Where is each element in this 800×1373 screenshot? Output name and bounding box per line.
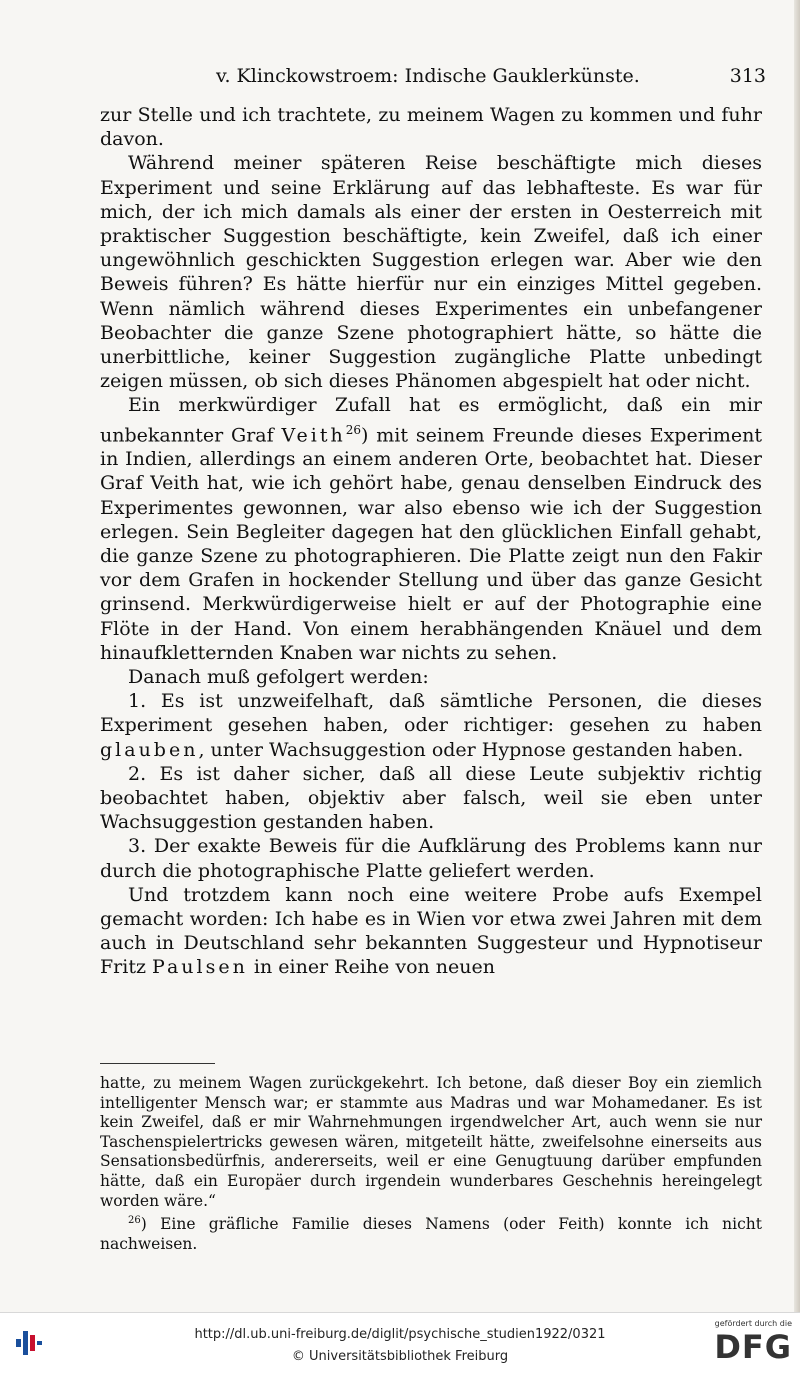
list-item-1-start: 1. Es ist unzweifelhaft, daß sämtliche Personen, die dieses Experiment gesehen haben, oder richtiger: gesehen zu haben bbox=[100, 690, 762, 737]
paragraph-2: Während meiner späteren Reise beschäftigte mich dieses Experiment und seine Erklärung auf das lebhafteste. Es war für mich, der ich mich damals als einer der ersten in Oesterreich mit praktischer Suggestion beschäftigte, kein Zweifel, daß ich einer ungewöhnlich geschickten Suggestion erlegen war. Aber wie den Beweis führen? Es hätte hierfür nur ein einziges Mittel gegeben. Wenn nämlich während dieses Experimentes ein unbefangener Beobachter die ganze Szene photographiert hätte, so hätte die unerbittliche, keiner Suggestion zugängliche Platte unbedingt zeigen müssen, ob sich dieses Phänomen abgespielt hat oder nicht. bbox=[100, 152, 762, 393]
list-item-1-rest: , unter Wachsuggestion oder Hypnose gestanden haben. bbox=[198, 738, 744, 761]
dfg-funded-label: gefördert durch die bbox=[714, 1319, 792, 1328]
paragraph-3 bbox=[100, 393, 762, 665]
footnotes bbox=[100, 1074, 762, 1255]
footnote-26-mark: 26 bbox=[128, 1215, 141, 1227]
list-item-1 bbox=[100, 689, 762, 762]
name-paulsen: Paulsen bbox=[152, 956, 248, 979]
source-url-link[interactable]: http://dl.ub.uni-freiburg.de/diglit/psychische_studien1922/0321 bbox=[194, 1327, 606, 1342]
list-item-2: 2. Es ist daher sicher, daß all diese Leute subjektiv richtig beobachtet haben, objektiv aber falsch, weil sie eben unter Wachsuggestion gestanden haben. bbox=[100, 762, 762, 834]
paragraph-8 bbox=[100, 883, 762, 980]
footnote-continued: hatte, zu meinem Wagen zurückgekehrt. Ich betone, daß dieser Boy ein ziemlich intelligenter Mensch war; er stammte aus Madras und war Mohamedaner. Es ist kein Zweifel, daß er mir Wahrnehmungen irgendwelcher Art, auch wenn sie nur Taschenspielertricks gewesen wären, mitgeteilt hätte, zweifelsohne einerseits aus Sensationsbedürfnis, andererseits, weil er eine Genugtuung darüber empfunden hätte, daß ein Europäer durch irgendein wunderbares Geschehnis hereingelegt worden wäre.“ bbox=[100, 1074, 762, 1210]
paragraph-3-start: Ein merkwürdiger Zufall hat es ermöglicht, daß ein mir unbekannter Graf bbox=[100, 394, 762, 446]
body-text bbox=[100, 103, 762, 980]
paragraph-3-rest: ) mit seinem Freunde dieses Experiment in Indien, allerdings an einem anderen Orte, beobachtet hat. Dieser Graf Veith hat, wie ich gehört habe, genau denselben Eindruck des Experimentes gewonnen, war also ebenso wie ich der Suggestion erlegen. Sein Begleiter dagegen hat den glücklichen Einfall gehabt, die ganze Szene zu photographieren. Die Platte zeigt nun den Fakir vor dem Grafen in hockender Stellung und über das ganze Gesicht grinsend. Merkwürdigerweise hielt er auf der Photographie eine Flöte in der Hand. Von einem herabhängenden Knäuel und dem hinaufkletternden Knaben war nichts zu sehen. bbox=[100, 423, 762, 664]
list-item-3: 3. Der exakte Beweis für die Aufklärung des Problems kann nur durch die photographische Platte geliefert werden. bbox=[100, 835, 762, 882]
running-head-title: v. Klinckowstroem: Indische Gauklerkünste. bbox=[216, 65, 640, 87]
footnote-26 bbox=[100, 1211, 762, 1254]
copyright-text: © Universitätsbibliothek Freiburg bbox=[291, 1349, 509, 1364]
page-edge bbox=[794, 0, 800, 1312]
footnote-26-text: ) Eine gräfliche Familie dieses Namens (oder Feith) konnte ich nicht nachweisen. bbox=[100, 1215, 762, 1253]
footnote-rule bbox=[100, 1063, 215, 1064]
dfg-logo[interactable] bbox=[706, 1319, 792, 1369]
paragraph-8-rest: in einer Reihe von neuen bbox=[253, 956, 495, 979]
page-number: 313 bbox=[729, 65, 766, 87]
emphasis-glauben: glauben bbox=[100, 738, 199, 761]
paragraph-4: Danach muß gefolgert werden: bbox=[128, 666, 429, 688]
dfg-logo-text: DFG bbox=[714, 1328, 792, 1366]
paragraph-8-start: Und trotzdem kann noch eine weitere Probe aufs Exempel gemacht worden: Ich habe es in Wien vor etwa zwei Jahren mit dem auch in Deutschland sehr bekannten Suggesteur und Hypnotiseur Fritz bbox=[100, 883, 762, 979]
viewer-footer bbox=[0, 1312, 800, 1373]
paragraph-1: zur Stelle und ich trachtete, zu meinem Wagen zu kommen und fuhr davon. bbox=[100, 104, 762, 151]
name-veith: Veith bbox=[281, 423, 346, 446]
footnote-ref-26: 26 bbox=[345, 422, 361, 437]
